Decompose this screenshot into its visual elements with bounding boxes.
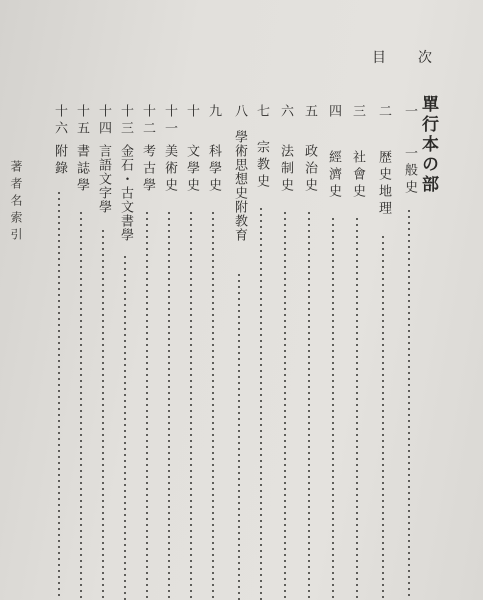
entry-label: 經濟史 bbox=[326, 150, 341, 201]
leader-dots bbox=[283, 210, 287, 600]
entry-number: 八 bbox=[232, 104, 247, 121]
toc-entry[interactable] bbox=[180, 104, 202, 600]
leader-dots bbox=[79, 210, 83, 600]
entry-label: 宗教史 bbox=[254, 140, 269, 191]
toc-entry[interactable] bbox=[298, 104, 320, 600]
entry-number: 十六 bbox=[52, 104, 67, 138]
toc-title-tsugi: 次 bbox=[418, 50, 432, 66]
entry-label: 附錄 bbox=[52, 144, 67, 178]
leader-dots bbox=[57, 190, 61, 600]
leader-dots bbox=[407, 208, 411, 600]
section-heading: 單行本の部 bbox=[418, 95, 438, 195]
entry-number: 六 bbox=[278, 104, 293, 121]
toc-entry[interactable] bbox=[346, 104, 368, 600]
entry-number: 七 bbox=[254, 104, 269, 121]
entry-number: 三 bbox=[350, 104, 365, 121]
entry-number: 十四 bbox=[96, 104, 111, 138]
entry-label: 法制史 bbox=[278, 144, 293, 195]
leader-dots bbox=[307, 210, 311, 600]
toc-entry[interactable] bbox=[322, 104, 344, 600]
toc-entry[interactable] bbox=[372, 104, 394, 600]
leader-dots bbox=[211, 210, 215, 600]
entry-label: 學術思想史附教育 bbox=[232, 130, 247, 242]
leader-dots bbox=[355, 216, 359, 600]
entry-label: 金石・古文書學 bbox=[118, 144, 133, 242]
toc-entry[interactable] bbox=[202, 104, 224, 600]
entry-label: 政治史 bbox=[302, 144, 317, 195]
leader-dots bbox=[237, 272, 241, 600]
entry-number: 十一 bbox=[162, 104, 177, 138]
entry-label: 文學史 bbox=[184, 144, 199, 195]
toc-entry[interactable] bbox=[48, 104, 70, 600]
entry-number: 十五 bbox=[74, 104, 89, 138]
leader-dots bbox=[167, 210, 171, 600]
leader-dots bbox=[101, 228, 105, 600]
toc-title-moku: 目 bbox=[372, 50, 386, 66]
entry-label: 科學史 bbox=[206, 144, 221, 195]
toc-entry[interactable] bbox=[398, 104, 420, 600]
entry-number: 二 bbox=[376, 104, 391, 121]
entry-number: 五 bbox=[302, 104, 317, 121]
leader-dots bbox=[331, 216, 335, 600]
entry-number: 一 bbox=[402, 104, 417, 121]
leader-dots bbox=[259, 206, 263, 600]
toc-entry[interactable] bbox=[158, 104, 180, 600]
entry-label: 書誌學 bbox=[74, 144, 89, 195]
entry-label: 言語文字學 bbox=[96, 144, 111, 214]
entry-label: 一般史 bbox=[402, 146, 417, 197]
entry-number: 十三 bbox=[118, 104, 133, 138]
toc-entry[interactable] bbox=[114, 104, 136, 600]
entry-label: 歴史地理 bbox=[376, 150, 391, 218]
toc-entry[interactable] bbox=[70, 104, 92, 600]
toc-title bbox=[360, 50, 450, 70]
entry-number: 四 bbox=[326, 104, 341, 121]
toc-entry[interactable] bbox=[250, 104, 272, 600]
leader-dots bbox=[381, 234, 385, 600]
leader-dots bbox=[145, 210, 149, 600]
author-index-entry[interactable]: 著者名索引 bbox=[9, 160, 23, 245]
entry-label: 美術史 bbox=[162, 144, 177, 195]
toc-entry[interactable] bbox=[228, 104, 250, 600]
entry-number: 九 bbox=[206, 104, 221, 121]
toc-entry[interactable] bbox=[136, 104, 158, 600]
toc-entry[interactable] bbox=[92, 104, 114, 600]
leader-dots bbox=[189, 210, 193, 600]
entry-label: 考古學 bbox=[140, 144, 155, 195]
entry-label: 社會史 bbox=[350, 150, 365, 201]
entry-number: 十二 bbox=[140, 104, 155, 138]
entry-number: 十 bbox=[184, 104, 199, 121]
toc-entry[interactable] bbox=[274, 104, 296, 600]
leader-dots bbox=[123, 254, 127, 600]
